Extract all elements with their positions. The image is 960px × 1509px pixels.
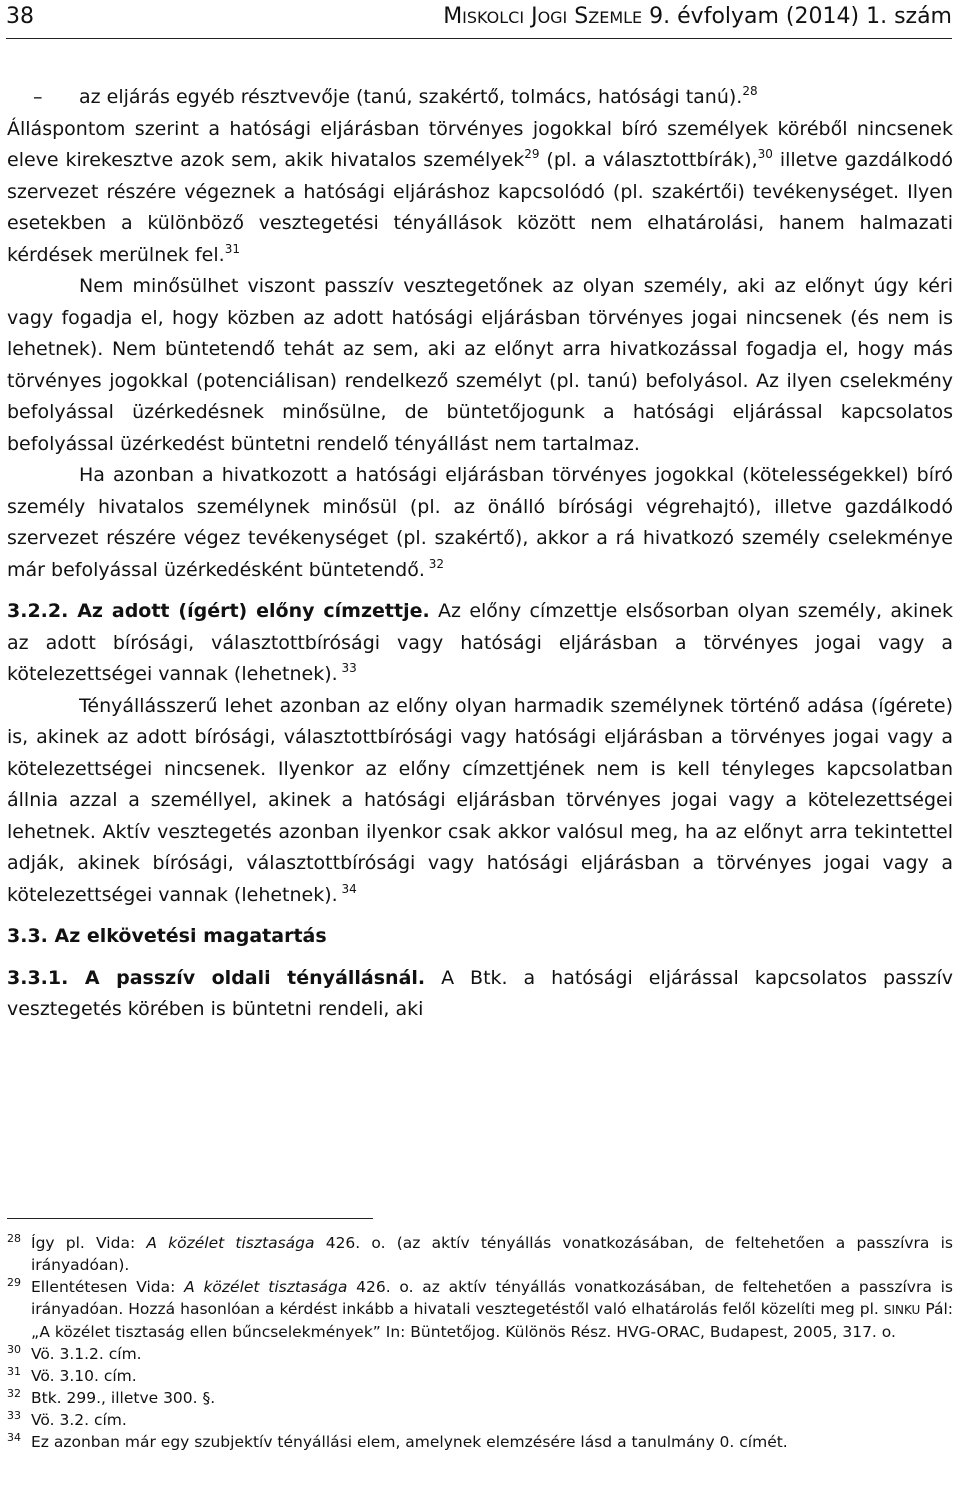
footnote-28-title: A közélet tisztasága [146, 1234, 315, 1252]
paragraph-3-text: Ha azonban a hivatkozott a hatósági eljárásban törvényes jogokkal (kötelességekkel) bíró személy hivatalos személynek minősül (pl. az önálló bírósági végrehajtó), illetve gazdálkodó szervezet részére végez tevékenységet (pl. szakértő), akkor a rá hivatkozó személy cselekménye már befolyással üzérkedésként büntetendő. [7, 464, 953, 581]
header-rule [6, 38, 952, 39]
footnote-text [31, 1276, 953, 1343]
footnote-ref-30: 30 [757, 147, 773, 161]
footnote-ref-28: 28 [742, 84, 758, 98]
footnote-ref-33: 33 [337, 661, 357, 675]
paragraph-2: Nem minősülhet viszont passzív vesztegetőnek az olyan személy, aki az előnyt úgy kéri vagy fogadja el, hogy közben az adott hatósági eljárásban törvényes jogai nincsenek (és nem is lehetnek). Nem büntetendő tehát az sem, aki az előnyt arra hivatkozással fogadja el, hogy más törvényes jogokkal (potenciálisan) rendelkező személyt (pl. tanú) befolyásol. Az ilyen cselekmény befolyással üzérkedésnek minősülne, de büntetőjogunk a hatósági eljárással kapcsolatos befolyással üzérkedést büntetni rendelő tényállást nem tartalmaz. [7, 275, 953, 455]
running-head [443, 4, 952, 29]
body-text [7, 82, 953, 1026]
journal-initial-j: J [531, 4, 538, 29]
footnote [7, 1387, 953, 1409]
footnote [7, 1365, 953, 1387]
page-number: 38 [6, 4, 34, 29]
journal-initial-m: M [443, 4, 463, 29]
paragraph-4-text: Az előny címzettje elsősorban olyan személy, akinek az adott bírósági, választottbírósági vagy hatósági eljárásban a törvényes jogai vagy a kötelezettségei vannak (lehetnek). [7, 600, 953, 685]
bullet-text [79, 82, 758, 114]
footnote-text: Vö. 3.2. cím. [31, 1411, 127, 1429]
footnote-number: 32 [7, 1387, 21, 1400]
heading-3-3-1: 3.3.1. A passzív oldali tényállásnál. [7, 966, 426, 989]
footnote [7, 1343, 953, 1365]
footnote-text: Btk. 299., illetve 300. §. [31, 1389, 216, 1407]
footnote-ref-32: 32 [424, 556, 445, 571]
footnote [7, 1276, 953, 1343]
footnote-ref-31: 31 [224, 241, 240, 256]
journal-word-zemle: ZEMLE [588, 8, 643, 27]
footnote-text [31, 1232, 953, 1276]
paragraph-4 [7, 596, 953, 691]
paragraph-5 [7, 691, 953, 912]
paragraph-3 [7, 460, 953, 586]
footnote-29-middle: 426. o. az aktív tényállás vonatkozásában, de feltehetően a passzívra is irányadóan. Hozzá hasonlóan a kérdést inkább a hivatali vesztegetéstől való elhatárolás felől közelíti meg pl. [31, 1278, 953, 1318]
footnote-ref-29: 29 [524, 147, 540, 161]
journal-volume: 9. évfolyam (2014) 1. szám [649, 4, 952, 29]
footnote [7, 1409, 953, 1431]
footnote-text: Ez azonban már egy szubjektív tényállási elem, amelynek elemzésére lásd a tanulmány 0. címét. [31, 1433, 788, 1451]
footnote-29-rest: Pál: „A közélet tisztaság ellen bűncselekmények” In: Büntetőjog. Különös Rész. HVG-ORAC, Budapest, 2005, 317. o. [31, 1300, 953, 1341]
footnote-number: 31 [7, 1365, 21, 1378]
footnote-text: Vö. 3.10. cím. [31, 1367, 137, 1385]
paragraph-1-part-c: illetve gazdálkodó szervezet részére végeznek a hatósági eljáráshoz kapcsolódó (pl. szakértői) tevékenységet. Ilyen esetekben a különböző vesztegetési tényállások között nem elhatárolási, hanem halmazati kérdések merülnek fel. [7, 149, 953, 266]
journal-initial-s: S [574, 4, 589, 29]
footnote-28-lead: Így pl. Vida: [31, 1234, 147, 1252]
heading-3-3: 3.3. Az elkövetési magatartás [7, 925, 327, 947]
bullet-dash: – [33, 86, 43, 108]
footnote-number: 33 [7, 1409, 21, 1422]
footnote-ref-34: 34 [337, 881, 357, 896]
footnote-text: Vö. 3.1.2. cím. [31, 1345, 142, 1363]
footnote-rule [7, 1218, 373, 1219]
paragraph-1-part-b: (pl. a választottbírák), [539, 149, 758, 171]
paragraph-6-text: A Btk. a hatósági eljárással kapcsolatos passzív vesztegetés körében is büntetni rendeli, aki [7, 966, 953, 1020]
journal-word-ogi: OGI [537, 8, 568, 27]
paragraph-1 [7, 114, 953, 272]
journal-word-iskolci: ISKOLCI [462, 8, 525, 27]
footnote [7, 1232, 953, 1276]
footnote-number: 28 [7, 1232, 21, 1245]
heading-3-2-2: 3.2.2. Az adott (ígért) előny címzettje. [7, 600, 430, 622]
bullet-text-content: az eljárás egyéb résztvevője (tanú, szakértő, tolmács, hatósági tanú). [79, 86, 743, 108]
paragraph-5-text: Tényállásszerű lehet azonban az előny olyan harmadik személynek történő adása (ígérete) is, akinek az adott bírósági, választottbírósági vagy hatósági eljárásban a törvényes jogai vagy a kötelezettségei nincsenek. Ilyenkor az előny címzettjének nem is kell tényleges kapcsolatban állnia azzal a személlyel, akinek a hatósági eljárásban törvényes jogai vagy a kötelezettségei lehetnek. Aktív vesztegetés azonban ilyenkor csak akkor valósul meg, ha az előnyt arra tekintettel adják, akinek bírósági, választottbírósági vagy hatósági eljárásban a törvényes jogai vagy a kötelezettségei vannak (lehetnek). [7, 694, 953, 906]
footnote-29-lead: Ellentétesen Vida: [31, 1278, 185, 1296]
paragraph-1-part-a: Álláspontom szerint a hatósági eljárásban törvényes jogokkal bíró személyek köréből nincsenek eleve kirekesztve azok sem, akik hivatalos személyek [7, 117, 953, 171]
footnote-29-author: SINKU [883, 1303, 921, 1317]
footnote-number: 30 [7, 1343, 21, 1356]
paragraph-6 [7, 963, 953, 1026]
page-header [6, 4, 952, 34]
footnotes [7, 1232, 953, 1453]
footnote-28-rest: 426. o. (az aktív tényállás vonatkozásában, de feltehetően a passzívra is irányadóan). [31, 1234, 953, 1274]
footnote [7, 1431, 953, 1453]
list-item [7, 82, 953, 114]
footnote-number: 34 [7, 1431, 21, 1444]
footnote-29-title: A közélet tisztasága [184, 1278, 348, 1296]
footnote-number: 29 [7, 1276, 21, 1289]
